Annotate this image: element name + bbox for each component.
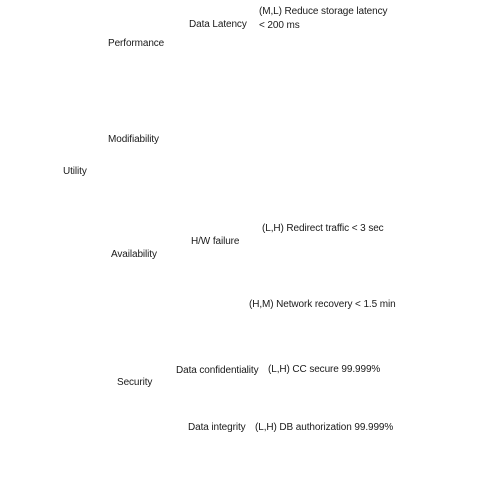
- attribute-modifiability: Modifiability: [108, 134, 159, 145]
- utility-root: Utility: [63, 166, 87, 177]
- scenario-network-recovery: (H,M) Network recovery < 1.5 min: [249, 299, 396, 310]
- attribute-performance: Performance: [108, 38, 165, 49]
- scenario-db-authorization: (L,H) DB authorization 99.999%: [255, 422, 394, 433]
- attribute-security: Security: [117, 377, 153, 388]
- refinement-data-latency: Data Latency: [189, 19, 247, 30]
- scenario-reduce-storage-latency: [259, 5, 387, 33]
- scenario-line-1: (M,L) Reduce storage latency: [259, 6, 388, 17]
- scenario-cc-secure: (L,H) CC secure 99.999%: [268, 364, 381, 375]
- scenario-line-2: < 200 ms: [259, 20, 300, 31]
- refinement-hw-failure: H/W failure: [191, 236, 240, 247]
- scenario-redirect-traffic: (L,H) Redirect traffic < 3 sec: [262, 223, 384, 234]
- attribute-availability: Availability: [111, 249, 157, 260]
- refinement-data-confidentiality: Data confidentiality: [176, 365, 259, 376]
- refinement-data-integrity: Data integrity: [188, 422, 246, 433]
